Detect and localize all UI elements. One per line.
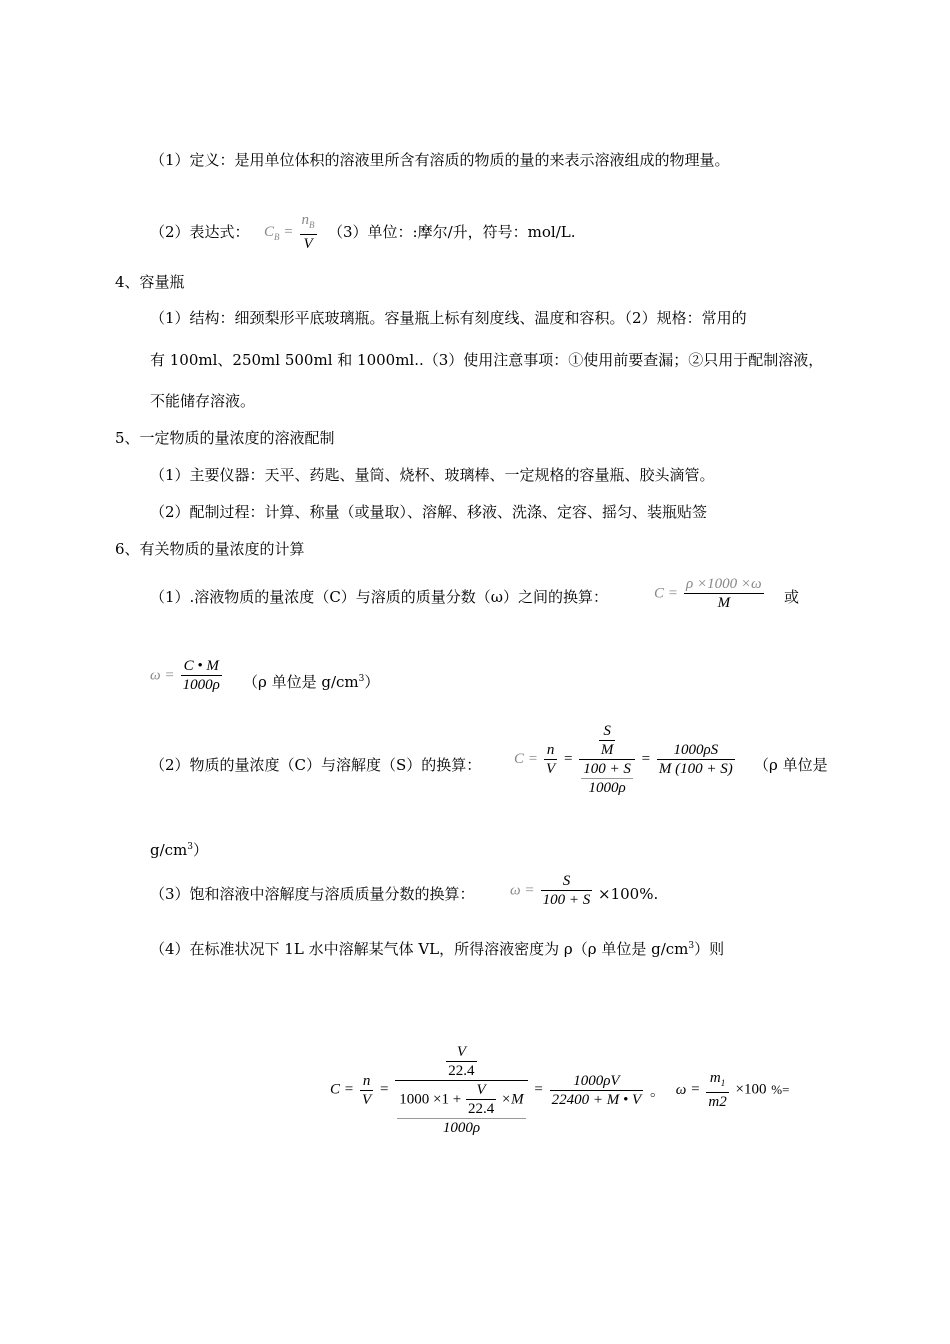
formula-gas: C = $\frac{n}{V}$ = $\frac{V}{22.4}$ 1000 ×1 + $\frac{V}{22.4}$ ×M 1000ρ = $\frac{1000\rho V}{22400 + M • V}$ 。 ω = $\frac{m_1}{m2}$ ×100 %= — [330, 1044, 790, 1136]
or-text: 或 — [784, 588, 800, 606]
conversion-4-text: （4）在标准状况下 1L 水中溶解某气体 VL，所得溶液密度为 ρ（ρ 单位是 $g/cm^3$）则 — [150, 940, 725, 958]
rho-unit-note: （ρ 单位是 $g/cm^3$） — [243, 673, 380, 691]
flask-structure-text: （1）结构：细颈梨形平底玻璃瓶。容量瓶上标有刻度线、温度和容积。（2）规格：常用的 — [150, 309, 747, 327]
flask-spec-text: 有 100ml、250ml 500ml 和 1000ml..（3）使用注意事项：①使用前要查漏；②只用于配制溶液， — [150, 351, 824, 369]
rho-unit-note-2: （ρ 单位是 — [754, 756, 828, 774]
conversion-3-text: （3）饱和溶液中溶解度与溶质质量分数的换算： — [150, 885, 475, 903]
definition-text: （1）定义：是用单位体积的溶液里所含有溶质的物质的量的来表示溶液组成的物理量。 — [150, 151, 730, 169]
section-5-heading: 5、一定物质的量浓度的溶液配制 — [115, 429, 335, 447]
formula-c-rho-omega: C = $\frac{\rho \times 1000 \times\omega}{M}$ — [654, 576, 762, 611]
formula-c-solubility: C = $\frac{n}{V}$ = $\frac{\frac{S}{M}}{\frac{100 + S}{1000\rho}}$ = $\frac{1000\rho S}{M (100 + S)}$ — [514, 723, 733, 796]
section-6-heading: 6、有关物质的量浓度的计算 — [115, 540, 305, 558]
instruments-text: （1）主要仪器：天平、药匙、量筒、烧杯、玻璃棒、一定规格的容量瓶、胶头滴管。 — [150, 466, 715, 484]
formula-cb: $C_B$ = $\frac{n_B}{V}$ — [264, 212, 315, 252]
conversion-1-text: （1）.溶液物质的量浓度（C）与溶质的质量分数（ω）之间的换算： — [150, 588, 609, 606]
section-4-heading: 4、容量瓶 — [115, 273, 185, 291]
formula-omega: ω = $\frac{C • M}{1000\rho}$ — [150, 658, 220, 693]
expression-label: （2）表达式： — [150, 223, 250, 241]
times-100-text: ×100%. — [598, 885, 659, 903]
procedure-text: （2）配制过程：计算、称量（或量取）、溶解、移液、洗涤、定容、摇匀、装瓶贴签 — [150, 503, 708, 521]
unit-text: （3）单位：:摩尔/升，符号：mol/L. — [328, 223, 576, 241]
formula-saturated: ω = $\frac{S}{100 + S}$ — [510, 873, 591, 908]
rho-unit-note-2-cont: $g/cm^3$） — [150, 841, 209, 859]
conversion-2-text: （2）物质的量浓度（C）与溶解度（S）的换算： — [150, 756, 482, 774]
flask-note-text: 不能储存溶液。 — [150, 392, 256, 410]
